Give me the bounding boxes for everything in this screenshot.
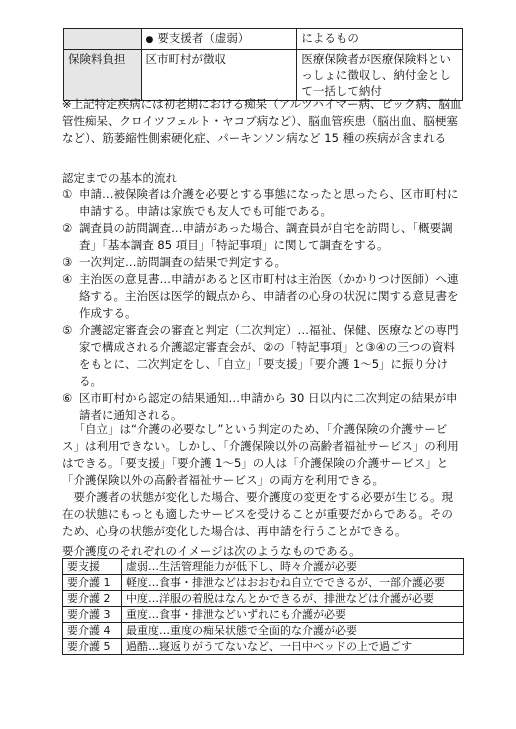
level-name: 要支援 [63,559,122,575]
row-label: 保険料負担 [64,50,142,101]
step-text: 調査員の訪問調査…申請があった場合、調査員が自宅を訪問し、「概要調査」「基本調査 85 項目」「特記事項」に関して調査をする。 [79,221,453,252]
levels-caption: 要介護度のそれぞれのイメージは次のようなものである。 [62,544,361,558]
step-text: 申請…被保険者は介護を必要とする事態になったと思ったら、区市町村に申請する。申請は家族でも友人でも可能である。 [79,187,459,218]
level-description: 虚弱…生活管理能力が低下し、時々介護が必要 [122,559,464,575]
table-cell: 区市町村が徴収 [141,50,297,101]
step-item [62,271,464,322]
step-number: ⑥ [62,391,73,405]
step-number: ③ [62,255,73,269]
paragraph-change [62,489,464,540]
step-number: ④ [62,272,73,286]
table-row [63,607,464,623]
bullet-icon: ● [145,35,154,45]
level-description: 最重度…重度の痴呆状態で全面的な介護が必要 [122,623,464,639]
table-cell: によるもの [297,29,463,50]
step-text: 区市町村から認定の結果通知…申請から 30 日以内に二次判定の結果が申請者に通知される。 [79,391,458,422]
level-description: 軽度…食事・排泄などはおおむね自立でできるが、一部介護必要 [122,575,464,591]
level-name: 要介護 3 [63,607,122,623]
step-text: 主治医の意見書…申請があると区市町村は主治医（かかりつけ医師）へ連絡する。主治医は医学的観点から、申請者の心身の状況に関する意見書を作成する。 [79,272,459,320]
step-item [62,186,464,220]
table-row [63,559,464,575]
step-list [62,186,464,424]
care-level-table [62,558,464,655]
step-text: 一次判定…訪問調査の結果で判定する。 [79,255,286,269]
table-row [64,50,463,101]
table-cell: 医療保険者が医療保険料といっしょに徴収し、納付金として一括して納付 [297,50,463,101]
table-cell [64,29,142,50]
paragraph-text: 要介護者の状態が変化した場合、要介護度の変更をする必要が生じる。現在の状態にもっとも適したサービスを受けることが重要だからである。そのため、心身の状態が変化した場合は、再申請を行うことができる。 [62,490,453,538]
level-name: 要介護 4 [63,623,122,639]
table-row [63,575,464,591]
paragraph-usage [62,421,464,489]
table-cell [141,29,297,50]
step-number: ⑤ [62,323,73,337]
paragraph-text: 「自立」は“介護の必要なし”という判定のため、「介護保険の介護サービス」は利用できない。しかし、「介護保険以外の高齢者福祉サービス」の利用はできる。「要支援」「要介護 1〜5」の人は「介護保険の介護サービス」と「介護保険以外の高齢者福祉サービス」の両方を利用できる。 [62,422,459,487]
table-row [64,29,463,50]
level-description: 過酷…寝返りがうてないなど、一日中ベッドの上で過ごす [122,639,464,655]
table-row [63,623,464,639]
step-item [62,220,464,254]
step-number: ① [62,187,73,201]
level-name: 要介護 2 [63,591,122,607]
step-item [62,254,464,271]
step-item [62,322,464,390]
table-row [63,591,464,607]
level-name: 要介護 1 [63,575,122,591]
step-number: ② [62,221,73,235]
level-description: 重度…食事・排泄などいずれにも介護が必要 [122,607,464,623]
step-text: 介護認定審査会の審査と判定（二次判定）…福祉、保健、医療などの専門家で構成される介護認定審査会が、②の「特記事項」と③④の三つの資料をもとに、二次判定をし、「自立」「要支援」「要介護 1〜5」に振り分ける。 [79,323,459,388]
insurance-table [63,28,463,101]
footnote: ※上記特定疾病には初老期における痴呆（アルツハイマー病、ピック病、脳血管性痴呆、クロイツフェルト・ヤコブ病など）、脳血管疾患（脳出血、脳梗塞など）、筋萎縮性側索硬化症、パーキンソン病など 15 種の疾病が含まれる [62,97,462,145]
step-item [62,390,464,424]
cell-text: 要支援者（虚弱） [157,31,250,45]
flow-heading: 認定までの基本的流れ [62,171,177,185]
level-name: 要介護 5 [63,639,122,655]
level-description: 中度…洋服の着脱はなんとかできるが、排泄などは介護が必要 [122,591,464,607]
table-row [63,639,464,655]
